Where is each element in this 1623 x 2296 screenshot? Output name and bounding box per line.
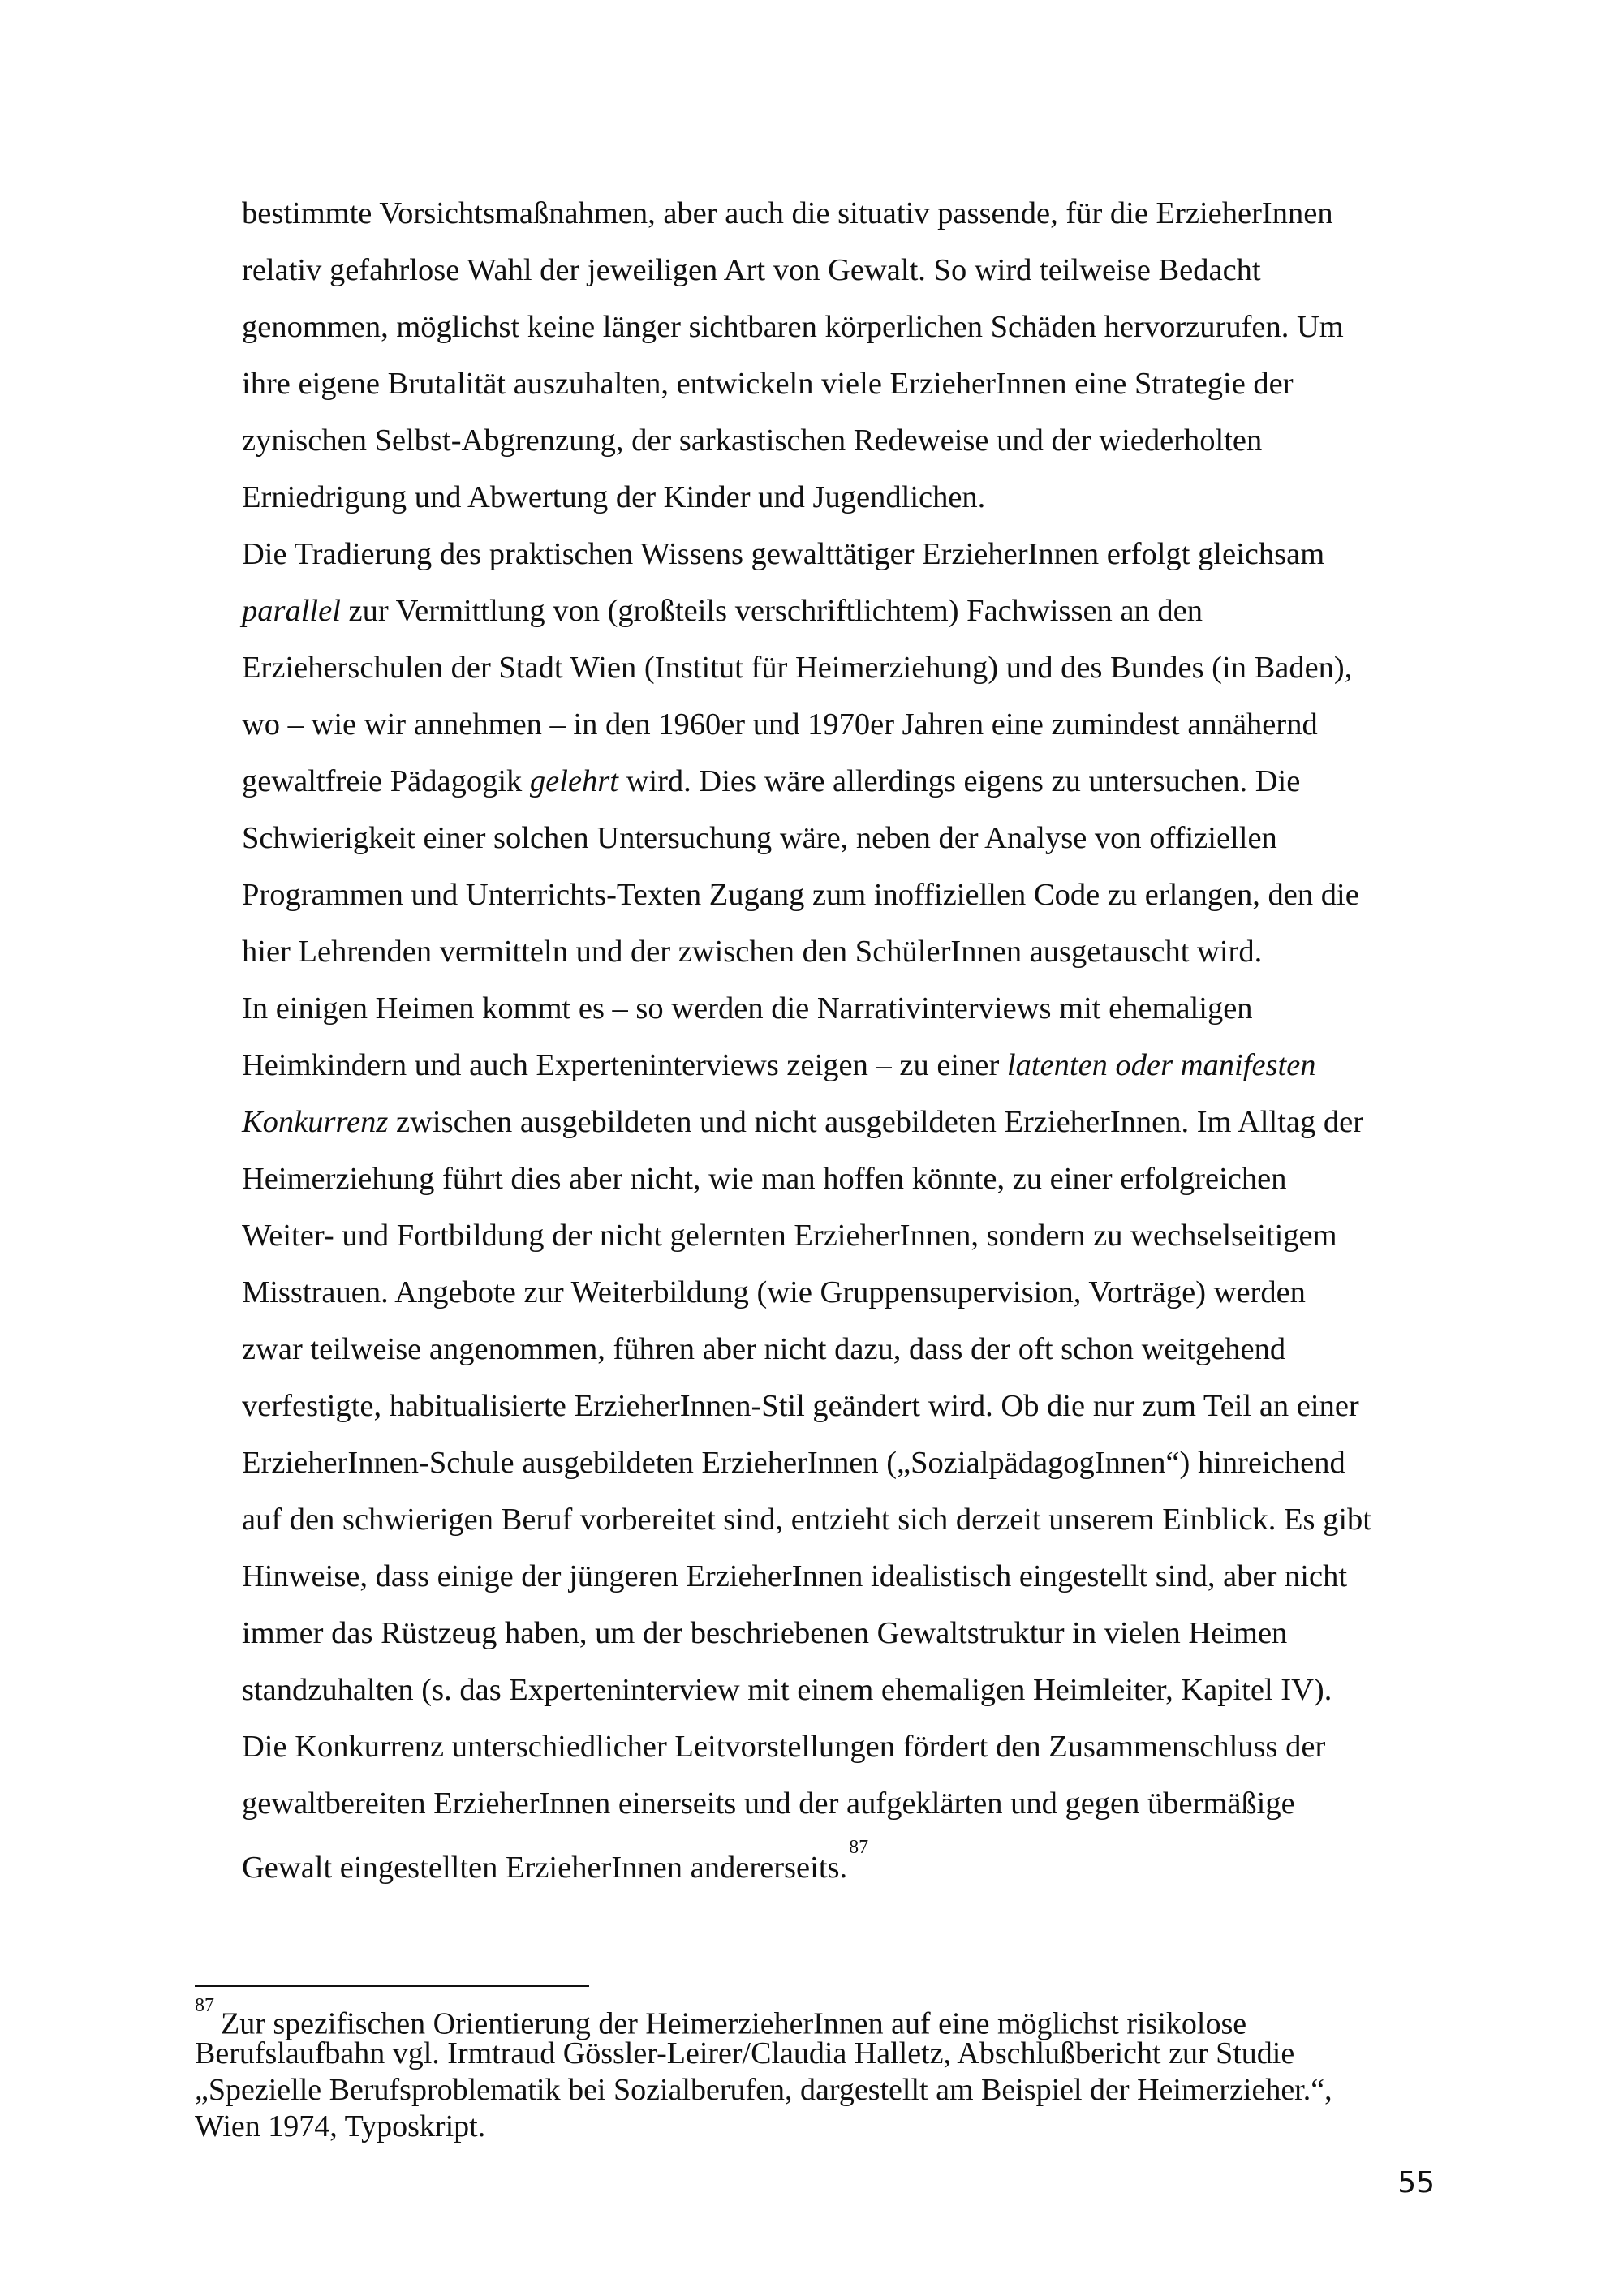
- footnote-line: $^{87}$Zur spezifischen Orientierung der HeimerzieherInnen auf eine möglichst risikolose: [195, 1995, 1247, 2041]
- body-line: verfestigte, habitualisierte ErzieherInnen-Stil geändert wird. Ob die nur zum Teil an einer: [242, 1389, 1359, 1423]
- body-line: Gewalt eingestellten ErzieherInnen andererseits.$^{87}$: [242, 1837, 869, 1885]
- body-line: hier Lehrenden vermitteln und der zwischen den SchülerInnen ausgetauscht wird.: [242, 935, 1263, 969]
- body-line: Heimkindern und auch Experteninterviews zeigen – zu einer latenten oder manifesten: [242, 1048, 1316, 1082]
- body-line: ErzieherInnen-Schule ausgebildeten ErzieherInnen („SozialpädagogInnen“) hinreichend: [242, 1446, 1345, 1480]
- body-line: Die Konkurrenz unterschiedlicher Leitvorstellungen fördert den Zusammenschluss der: [242, 1730, 1326, 1764]
- body-text: [242, 185, 1443, 1889]
- body-line: Hinweise, dass einige der jüngeren ErzieherInnen idealistisch eingestellt sind, aber nicht: [242, 1559, 1348, 1593]
- body-line: parallel zur Vermittlung von (großteils verschriftlichtem) Fachwissen an den: [242, 594, 1203, 628]
- body-line: relativ gefahrlose Wahl der jeweiligen Art von Gewalt. So wird teilweise Bedacht: [242, 253, 1261, 287]
- footnote-number: 87: [195, 1995, 214, 2016]
- body-line: Erniedrigung und Abwertung der Kinder und Jugendlichen.: [242, 480, 986, 514]
- body-line: Programmen und Unterrichts-Texten Zugang zum inoffiziellen Code zu erlangen, den die: [242, 878, 1359, 912]
- emphasis-latent: latenten oder manifesten: [1006, 1048, 1316, 1082]
- footnote-separator: [195, 1985, 589, 1987]
- body-line: immer das Rüstzeug haben, um der beschriebenen Gewaltstruktur in vielen Heimen: [242, 1616, 1288, 1650]
- body-line: Misstrauen. Angebote zur Weiterbildung (wie Gruppensupervision, Vorträge) werden: [242, 1275, 1306, 1309]
- body-line: bestimmte Vorsichtsmaßnahmen, aber auch die situativ passende, für die ErzieherInnen: [242, 196, 1333, 230]
- body-line: Erzieherschulen der Stadt Wien (Institut für Heimerziehung) und des Bundes (in Baden),: [242, 651, 1353, 685]
- body-line: Schwierigkeit einer solchen Untersuchung wäre, neben der Analyse von offiziellen: [242, 821, 1277, 855]
- body-line: Weiter- und Fortbildung der nicht gelernten ErzieherInnen, sondern zu wechselseitigem: [242, 1219, 1337, 1253]
- body-line: zynischen Selbst-Abgrenzung, der sarkastischen Redeweise und der wiederholten: [242, 424, 1263, 458]
- body-line: gewaltbereiten ErzieherInnen einerseits und der aufgeklärten und gegen übermäßige: [242, 1786, 1295, 1821]
- footnote-line: Wien 1974, Typoskript.: [195, 2109, 486, 2143]
- emphasis-gelehrt: gelehrt: [529, 764, 618, 798]
- body-line: ihre eigene Brutalität auszuhalten, entwickeln viele ErzieherInnen eine Strategie der: [242, 367, 1294, 401]
- body-line: In einigen Heimen kommt es – so werden die Narrativinterviews mit ehemaligen: [242, 991, 1253, 1025]
- body-line: wo – wie wir annehmen – in den 1960er und 1970er Jahren eine zumindest annähernd: [242, 707, 1318, 742]
- body-line: auf den schwierigen Beruf vorbereitet sind, entzieht sich derzeit unserem Einblick. Es gibt: [242, 1503, 1371, 1537]
- body-line: Die Tradierung des praktischen Wissens gewalttätiger ErzieherInnen erfolgt gleichsam: [242, 537, 1325, 571]
- body-line: genommen, möglichst keine länger sichtbaren körperlichen Schäden hervorzurufen. Um: [242, 310, 1344, 344]
- body-line: gewaltfreie Pädagogik gelehrt wird. Dies wäre allerdings eigens zu untersuchen. Die: [242, 764, 1301, 798]
- footnote-87: [195, 1995, 1444, 2145]
- emphasis-konkurrenz: Konkurrenz: [242, 1105, 389, 1139]
- footnote-reference[interactable]: 87: [849, 1837, 869, 1858]
- footnote-line: „Spezielle Berufsproblematik bei Sozialberufen, dargestellt am Beispiel der Heimerzieher.“,: [195, 2073, 1332, 2107]
- body-line: Heimerziehung führt dies aber nicht, wie man hoffen könnte, zu einer erfolgreichen: [242, 1162, 1287, 1196]
- page-number: 55: [1397, 2166, 1435, 2199]
- emphasis-parallel: parallel: [242, 594, 341, 628]
- body-line: standzuhalten (s. das Experteninterview mit einem ehemaligen Heimleiter, Kapitel IV).: [242, 1673, 1332, 1707]
- footnote-line: Berufslaufbahn vgl. Irmtraud Gössler-Leirer/Claudia Halletz, Abschlußbericht zur Studie: [195, 2036, 1295, 2070]
- body-line: Konkurrenz zwischen ausgebildeten und nicht ausgebildeten ErzieherInnen. Im Alltag der: [242, 1105, 1364, 1139]
- body-line: zwar teilweise angenommen, führen aber nicht dazu, dass der oft schon weitgehend: [242, 1332, 1286, 1366]
